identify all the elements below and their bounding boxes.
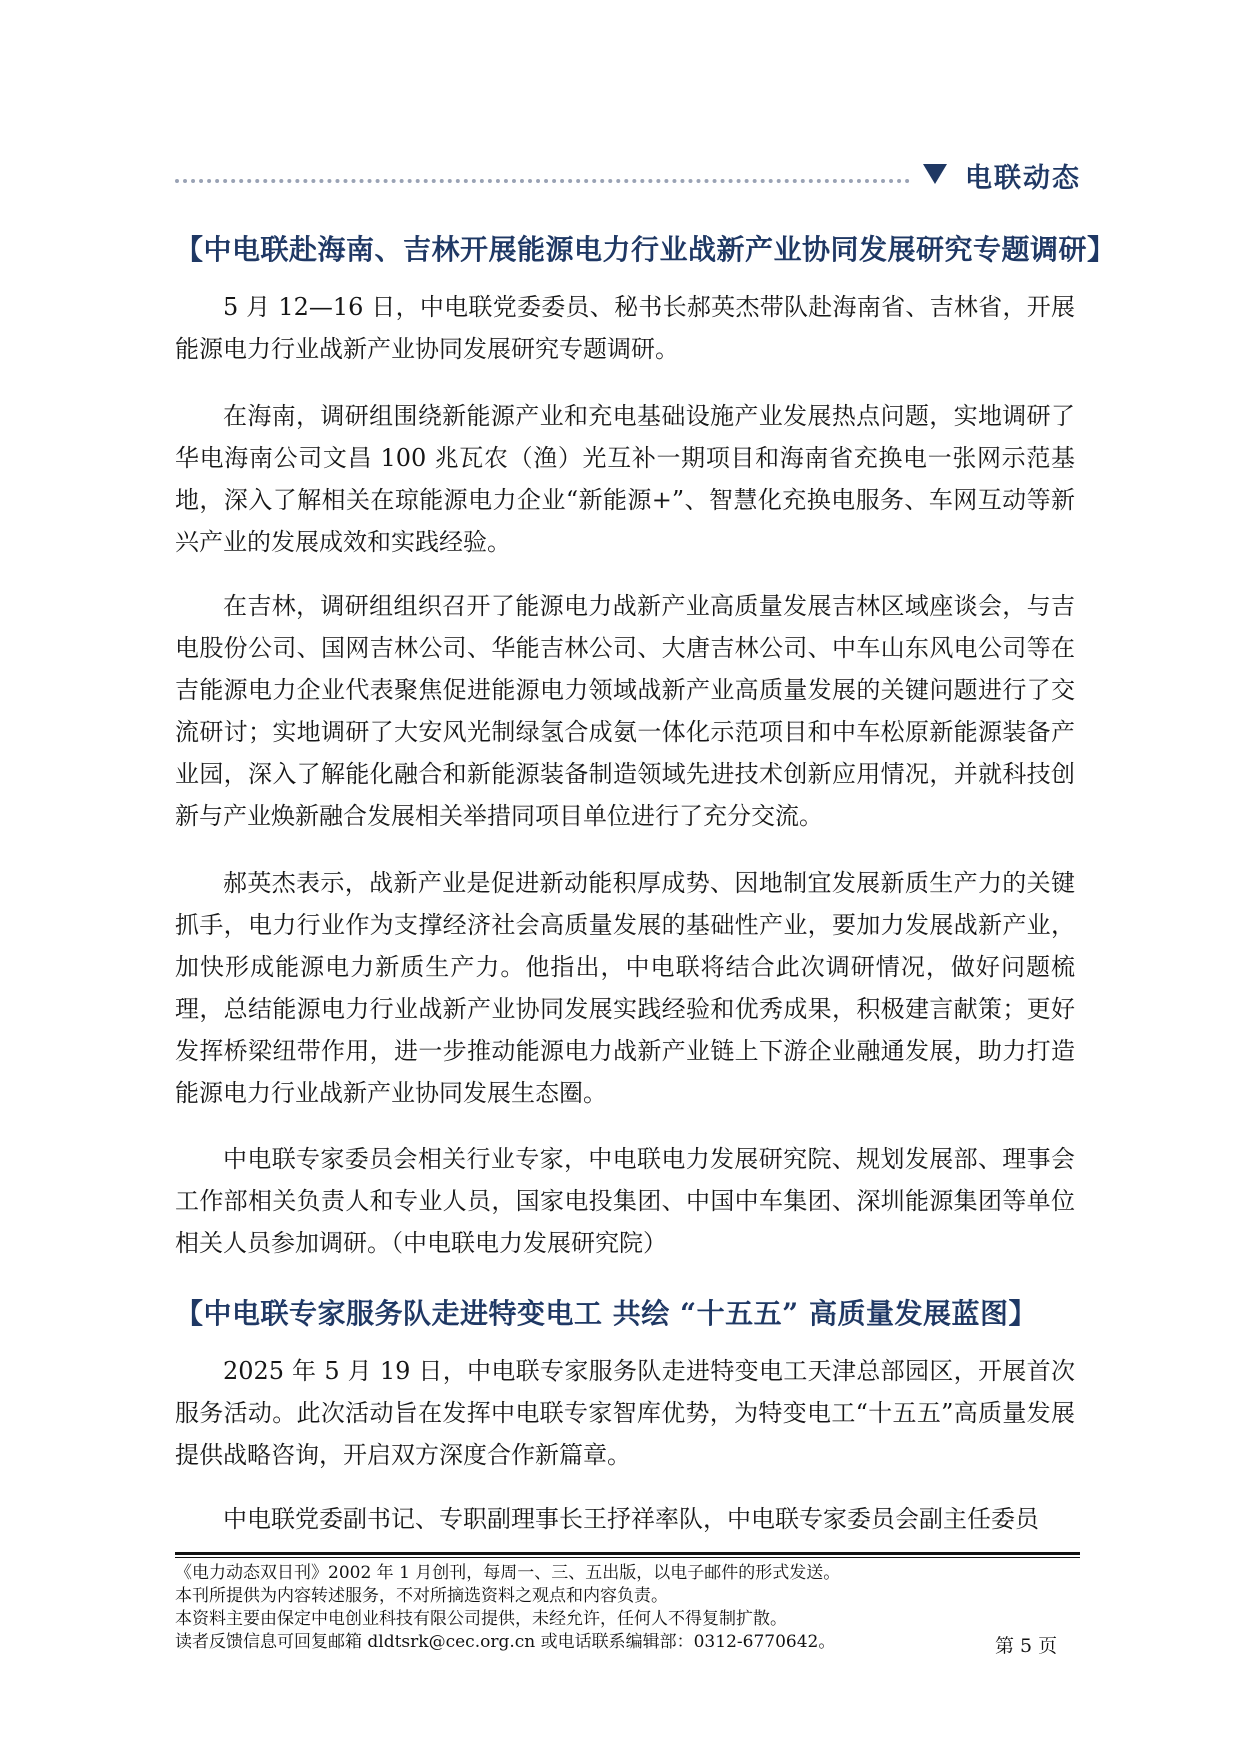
article-paragraph: 在海南，调研组围绕新能源产业和充电基础设施产业发展热点问题，实地调研了华电海南公司文昌 100 兆瓦农（渔）光互补一期项目和海南省充换电一张网示范基地，深入了解相关在琼能源电力企业“新能源+”、智慧化充换电服务、车网互动等新兴产业的发展成效和实践经验。 xyxy=(175,402,1075,556)
article-heading: 【中电联赴海南、吉林开展能源电力行业战新产业协同发展研究专题调研】 xyxy=(175,233,1116,266)
footer-line: 本资料主要由保定中电创业科技有限公司提供，未经允许，任何人不得复制扩散。 xyxy=(175,1609,787,1629)
article-paragraph: 在吉林，调研组组织召开了能源电力战新产业高质量发展吉林区域座谈会，与吉电股份公司、国网吉林公司、华能吉林公司、大唐吉林公司、中车山东风电公司等在吉能源电力企业代表聚焦促进能源电力领域战新产业高质量发展的关键问题进行了交流研讨；实地调研了大安风光制绿氢合成氨一体化示范项目和中车松原新能源装备产业园，深入了解能化融合和新能源装备制造领域先进技术创新应用情况，并就科技创新与产业焕新融合发展相关举措同项目单位进行了充分交流。 xyxy=(175,592,1075,830)
page-number: 第 5 页 xyxy=(995,1635,1058,1657)
article-paragraph: 中电联专家委员会相关行业专家，中电联电力发展研究院、规划发展部、理事会工作部相关负责人和专业人员，国家电投集团、中国中车集团、深圳能源集团等单位相关人员参加调研。（中电联电力发展研究院） xyxy=(175,1145,1075,1257)
section-title: 电联动态 xyxy=(965,163,1081,194)
footer-line: 《电力动态双日刊》2002 年 1 月创刊，每周一、三、五出版，以电子邮件的形式发送。 xyxy=(175,1563,841,1583)
section-header xyxy=(175,162,1081,198)
article-heading: 【中电联专家服务队走进特变电工 共绘 “十五五” 高质量发展蓝图】 xyxy=(175,1297,1037,1330)
article-paragraph: 郝英杰表示，战新产业是促进新动能积厚成势、因地制宜发展新质生产力的关键抓手，电力行业作为支撑经济社会高质量发展的基础性产业，要加力发展战新产业，加快形成能源电力新质生产力。他指出，中电联将结合此次调研情况，做好问题梳理，总结能源电力行业战新产业协同发展实践经验和优秀成果，积极建言献策；更好发挥桥梁纽带作用，进一步推动能源电力战新产业链上下游企业融通发展，助力打造能源电力行业战新产业协同发展生态圈。 xyxy=(175,869,1075,1107)
article-paragraph: 5 月 12—16 日，中电联党委委员、秘书长郝英杰带队赴海南省、吉林省，开展能源电力行业战新产业协同发展研究专题调研。 xyxy=(175,293,1075,363)
footer-line: 本刊所提供为内容转述服务，不对所摘选资料之观点和内容负责。 xyxy=(175,1586,668,1606)
triangle-down-icon xyxy=(923,164,947,184)
footer-contact-line: 读者反馈信息可回复邮箱 dldtsrk@cec.org.cn 或电话联系编辑部：0312-6770642。 xyxy=(175,1632,836,1652)
footer-notes xyxy=(175,1562,1080,1654)
footer-divider-thin xyxy=(175,1557,1080,1558)
footer-divider xyxy=(175,1552,1080,1555)
article-paragraph: 中电联党委副书记、专职副理事长王抒祥率队，中电联专家委员会副主任委员 xyxy=(223,1505,1039,1533)
article-paragraph: 2025 年 5 月 19 日，中电联专家服务队走进特变电工天津总部园区，开展首次服务活动。此次活动旨在发挥中电联专家智库优势，为特变电工“十五五”高质量发展提供战略咨询，开启双方深度合作新篇章。 xyxy=(175,1357,1075,1469)
dotted-divider xyxy=(175,179,910,183)
